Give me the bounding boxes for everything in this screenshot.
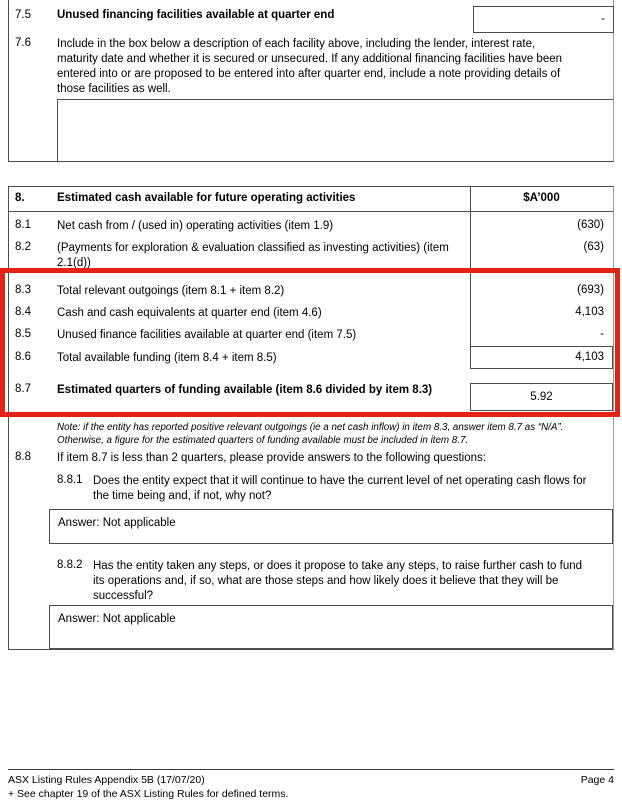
item-8-8-2-number: 8.8.2	[57, 559, 83, 571]
footer-rule	[8, 769, 614, 770]
item-8-8-label: If item 8.7 is less than 2 quarters, please provide answers to the following questions:	[57, 452, 486, 464]
item-8-5-number: 8.5	[15, 328, 31, 340]
item-8-5-label: Unused finance facilities available at quarter end (item 7.5)	[57, 329, 357, 341]
item-7-5-number: 7.5	[15, 9, 31, 21]
footer-note: + See chapter 19 of the ASX Listing Rules for defined terms.	[8, 788, 289, 800]
item-7-6-text: Include in the box below a description of each facility above, including the lender, interest rate, maturity date and whether it is secured or unsecured. If any additional financing facilities have been entered into or are proposed to be entered into after quarter end, include a note providing details of those facilities as well.	[57, 38, 563, 95]
answer-8-8-2: Answer: Not applicable	[58, 613, 176, 625]
section8-table	[8, 186, 614, 650]
item-7-5-value: -	[601, 13, 605, 25]
footer-page-number: Page 4	[580, 774, 614, 786]
item-7-6-number: 7.6	[15, 37, 31, 49]
item-8-7-label: Estimated quarters of funding available (item 8.6 divided by item 8.3)	[57, 384, 433, 396]
item-8-1-label: Net cash from / (used in) operating activities (item 1.9)	[57, 220, 334, 232]
section8-title: Estimated cash available for future operating activities	[57, 192, 356, 204]
item-8-4-number: 8.4	[15, 306, 31, 318]
item-8-7-value: 5.92	[530, 391, 553, 403]
item-8-2-label: (Payments for exploration & evaluation classified as investing activities) (item 2.1(d))	[57, 242, 449, 269]
item-8-4-label: Cash and cash equivalents at quarter end (item 4.6)	[57, 307, 322, 319]
item-8-6-value: 4,103	[575, 351, 604, 363]
item-8-2-number: 8.2	[15, 241, 31, 253]
value-column-divider	[470, 187, 471, 369]
item-8-1-number: 8.1	[15, 219, 31, 231]
item-8-6-value-box	[470, 346, 613, 369]
item-8-4-value: 4,103	[575, 306, 604, 318]
answer-box-8-8-2	[49, 605, 613, 649]
item-8-1-value: (630)	[577, 219, 604, 231]
section8-header-row	[9, 187, 613, 212]
item-8-6-number: 8.6	[15, 351, 31, 363]
section7-table	[8, 0, 614, 162]
item-8-7-note: Note: if the entity has reported positive relevant outgoings (ie a net cash inflow) in item 8.3, answer item 8.7 as “N/A”. Otherwise, a figure for the estimated quarters of funding available must be included in item 8.7.	[57, 422, 564, 446]
item-8-8-2-question: Has the entity taken any steps, or does it propose to take any steps, to raise further cash to fund its operations and, if so, what are those steps and how likely does it believe that they will be successful?	[93, 560, 583, 602]
footer-doc-ref: ASX Listing Rules Appendix 5B (17/07/20)	[8, 774, 205, 786]
item-8-3-number: 8.3	[15, 284, 31, 296]
item-8-8-1-number: 8.8.1	[57, 474, 83, 486]
section8-number: 8.	[15, 192, 25, 204]
item-7-5-value-box	[473, 6, 614, 33]
item-8-3-label: Total relevant outgoings (item 8.1 + item 8.2)	[57, 285, 285, 297]
answer-box-8-8-1	[49, 509, 613, 544]
facilities-description-box	[57, 99, 613, 161]
item-8-6-label: Total available funding (item 8.4 + item 8.5)	[57, 352, 277, 364]
item-7-5-label: Unused financing facilities available at quarter end	[57, 9, 335, 21]
item-8-7-number: 8.7	[15, 383, 31, 395]
answer-8-8-1: Answer: Not applicable	[58, 517, 176, 529]
item-8-3-value: (693)	[577, 284, 604, 296]
item-8-8-number: 8.8	[15, 451, 31, 463]
item-8-5-value: -	[600, 328, 604, 340]
item-8-7-value-box	[470, 383, 613, 411]
item-8-8-1-question: Does the entity expect that it will continue to have the current level of net operating cash flows for the time being and, if not, why not?	[93, 475, 587, 502]
item-8-2-value: (63)	[583, 241, 604, 253]
section8-unit-header: $A’000	[523, 192, 560, 204]
